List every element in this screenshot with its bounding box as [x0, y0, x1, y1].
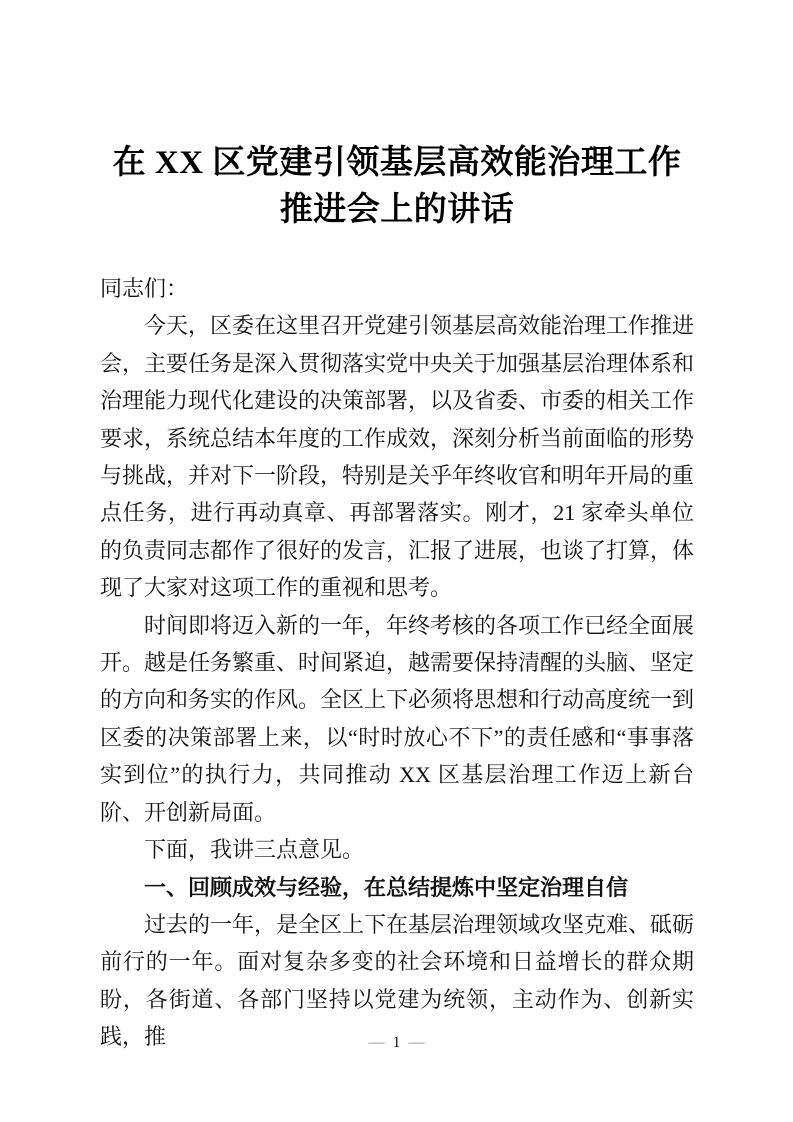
paragraph-review-achievements: 过去的一年，是全区上下在基层治理领域攻坚克难、砥砺前行的一年。面对复杂多变的社会环境和日益增长的群众期盼，各街道、各部门坚持以党建为统领，主动作为、创新实践，推: [100, 911, 695, 1050]
paragraph-transition: 下面，我讲三点意见。: [144, 837, 365, 863]
document-content: [100, 140, 694, 1056]
page-number-dash-left: —: [368, 1034, 385, 1051]
paragraph-year-end-requirements: 时间即将迈入新的一年，年终考核的各项工作已经全面展开。越是任务繁重、时间紧迫，越需要保持清醒的头脑、坚定的方向和务实的作风。全区上下必须将思想和行动高度统一到区委的决策部署上来，以“时时放心不下”的责任感和“事事落实到位”的执行力，共同推动 XX 区基层治理工作迈上新台阶、开创新局面。: [100, 612, 695, 825]
section-heading-1: 一、回顾成效与经验，在总结提炼中坚定治理自信: [144, 874, 629, 900]
document-title: 在 XX 区党建引领基层高效能治理工作推进会上的讲话: [112, 145, 682, 228]
page-number: 1: [392, 1034, 401, 1051]
paragraph-meeting-purpose: 今天，区委在这里召开党建引领基层高效能治理工作推进会，主要任务是深入贯彻落实党中央关于加强基层治理体系和治理能力现代化建设的决策部署，以及省委、市委的相关工作要求，系统总结本年度的工作成效，深刻分析当前面临的形势与挑战，并对下一阶段，特别是关乎年终收官和明年开局的重点任务，进行再动真章、再部署落实。刚才，21 家牵头单位的负责同志都作了很好的发言，汇报了进展，也谈了打算，体现了大家对这项工作的重视和思考。: [100, 313, 695, 601]
page-number-dash-right: —: [408, 1034, 425, 1051]
salutation: 同志们：: [100, 276, 189, 301]
page-footer: [0, 1032, 793, 1054]
document-body: [100, 270, 694, 1056]
